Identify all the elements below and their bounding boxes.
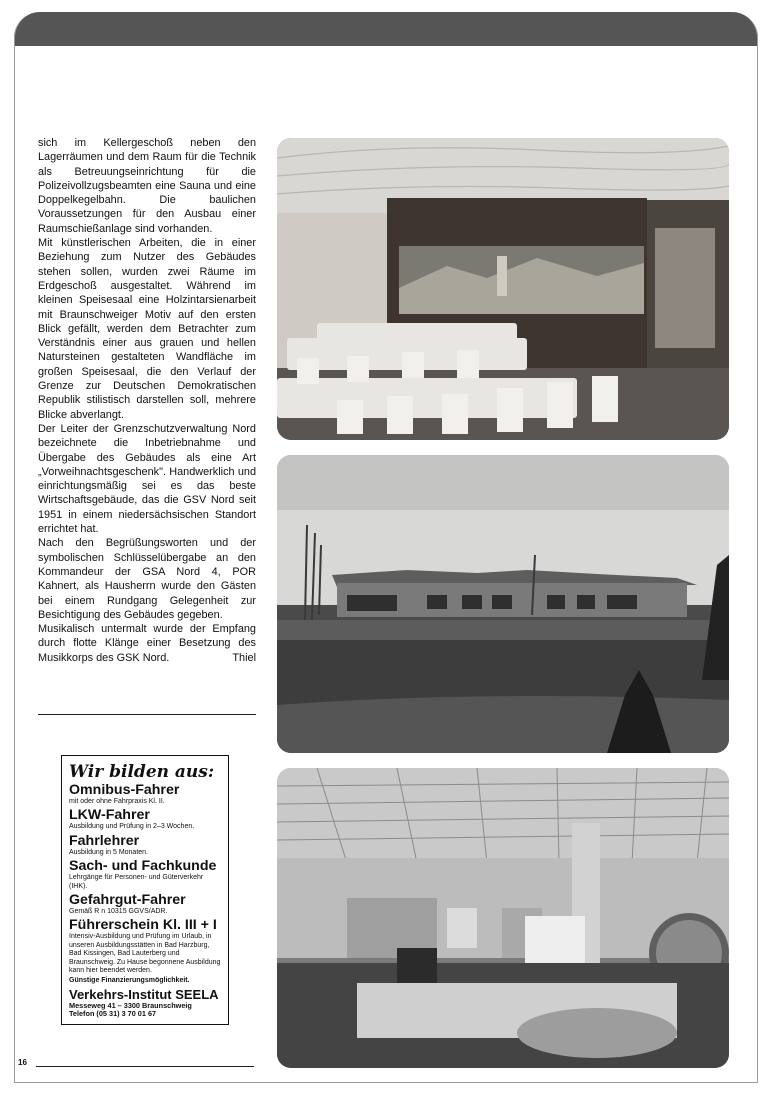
article-paragraph: Nach den Begrüßungsworten und der symbolischen Schlüsselübergabe an den Kommandeur der GSA Nord 4, POR Kahnert, als Hausherrn wurde den Gästen bei einem Rundgang Gelegenheit zur Besichtigung des Gebäudes gegeben.	[38, 537, 256, 621]
building-exterior-photo	[277, 455, 729, 753]
page-number: 16	[18, 1058, 27, 1067]
article-paragraph: Der Leiter der Grenzschutzverwaltung Nord bezeichnete die Inbetriebnahme und Übergabe des Gebäudes als eine Art „Vorweihnachtsgeschenk". Handwerklich und einrichtungsmäßig sei es das beste Wirtschaftsgebäude, das die GSV Nord seit 1951 in einem niedersächsischen Standort errichtet hat.	[38, 422, 256, 536]
kitchen-photo	[277, 768, 729, 1068]
article-paragraph: sich im Kellergeschoß neben den Lagerräumen und dem Raum für die Technik als Betreuungseinrichtung für die Polizeivollzugsbeamten eine Sauna und eine Doppelkegelbahn. Die baulichen Voraussetzungen für den Ausbau einer Raumschießanlage sind vorhanden.	[38, 137, 256, 235]
footer-rule	[36, 1066, 254, 1067]
ad-item-title: Sach- und Fachkunde	[69, 858, 217, 875]
article-paragraph	[38, 622, 256, 665]
article-paragraph: Mit künstlerischen Arbeiten, die in einer Beziehung zum Nutzer des Gebäudes stehen sollen, wurden zwei Räume im Erdgeschoß ausgestaltet. Während im kleinen Speisesaal eine Holzintarsienarbeit mit Braunschweiger Motiv auf den ersten Blick gefällt, werden dem Betrachter zum Verständnis einer aus grauen und hellen Natursteinen gestalteten Wandfläche im großen Speisesaal, die den Verlauf der Grenze zur Deutschen Demokratischen Republik stilistisch darstellen soll, mehrere Blicke abverlangt.	[38, 237, 256, 421]
ad-item-detail: mit oder ohne Fahrpraxis Kl. II.	[69, 798, 165, 805]
ad-item	[69, 834, 221, 857]
article-column	[38, 136, 256, 665]
advertisement-box	[61, 755, 229, 1025]
ad-item-detail: Intensiv-Ausbildung und Prüfung im Urlaub, in unseren Ausbildungsstätten in Bad Harzburg, Bad Kissingen, Bad Lauterberg und Braunschweig. Zu Hause begonnene Ausbildung kann hier beendet werden.	[69, 933, 221, 975]
ad-item	[69, 893, 221, 916]
ad-headline: Wir bilden aus:	[69, 762, 215, 782]
ad-item-detail: Ausbildung in 5 Monaten.	[69, 848, 148, 856]
ad-item-title: Gefahrgut-Fahrer	[69, 892, 186, 909]
ad-item	[69, 808, 221, 831]
ad-institute-name: Verkehrs-Institut SEELA	[69, 986, 219, 1002]
article-last-text: Musikalisch untermalt wurde der Empfang durch flotte Klänge einer Besetzung des Musikkorps des GSK Nord.	[38, 623, 256, 664]
ad-item-title: Führerschein Kl. III + I	[69, 917, 217, 934]
dining-hall-photo	[277, 138, 729, 440]
ad-item-title: Fahrlehrer	[69, 832, 140, 849]
ad-item	[69, 859, 221, 891]
ad-item-title: LKW-Fahrer	[69, 807, 150, 824]
ad-item-detail: Lehrgänge für Personen- und Güterverkehr (IHK).	[69, 874, 204, 890]
ad-item-detail: Ausbildung und Prüfung in 2–3 Wochen.	[69, 823, 195, 831]
ad-item	[69, 918, 221, 975]
ad-item	[69, 783, 221, 806]
ad-item-title: Omnibus-Fahrer	[69, 782, 180, 798]
section-divider	[38, 714, 256, 715]
ad-phone: Telefon (05 31) 3 70 01 67	[69, 1009, 157, 1019]
ad-address: Messeweg 41 – 3300 Braunschweig	[69, 1000, 192, 1010]
ad-item-detail: Gemäß R n 10315 GGVS/ADR.	[69, 908, 168, 916]
author-signature: Thiel	[232, 651, 256, 664]
ad-financing: Günstige Finanzierungsmöglichkeit.	[69, 977, 190, 985]
